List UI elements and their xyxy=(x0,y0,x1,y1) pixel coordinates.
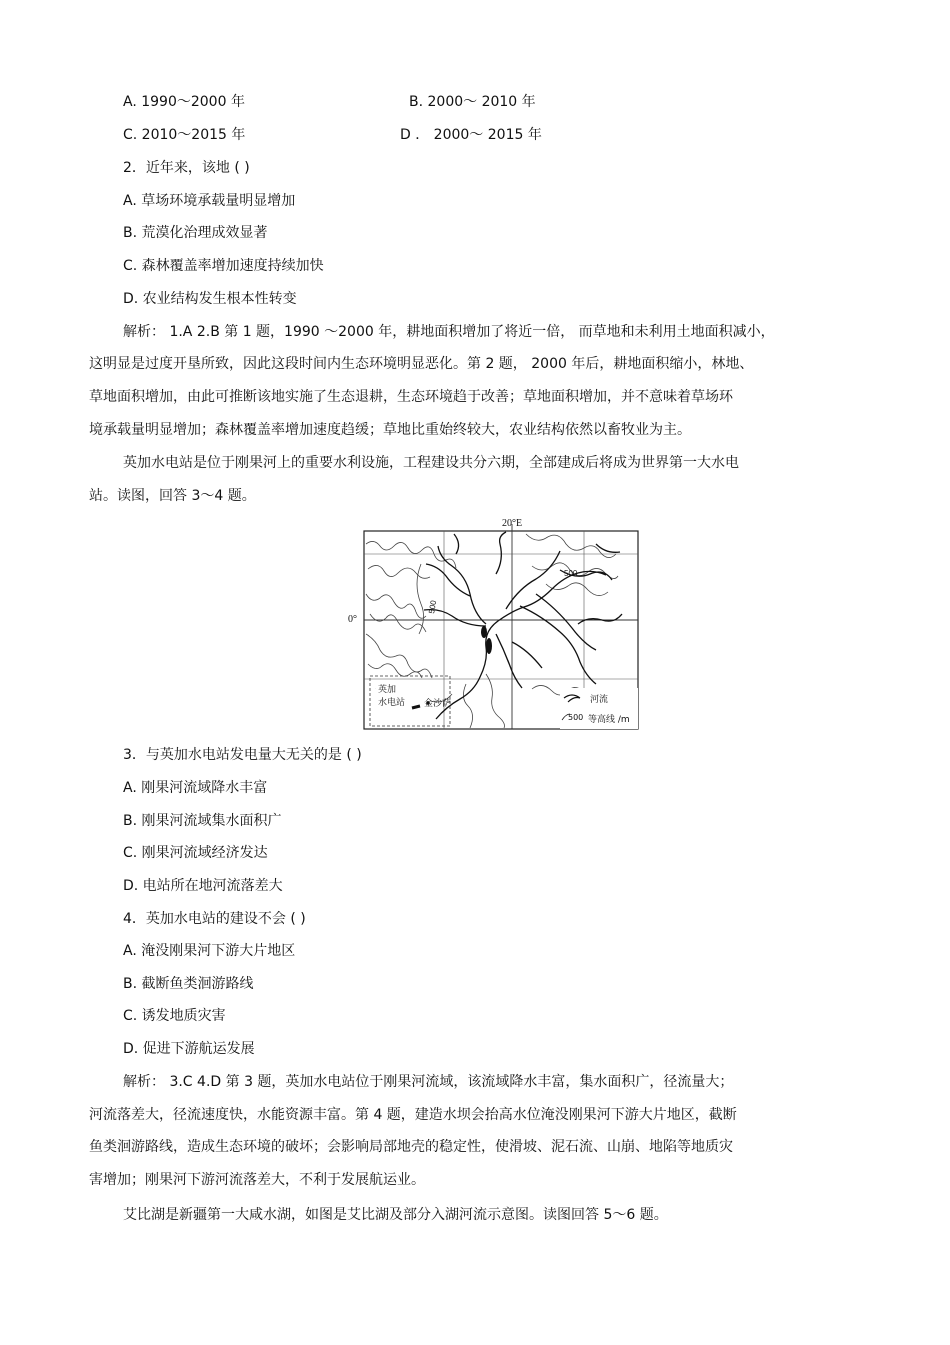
q2-stem: 2．近年来，该地 ( ) xyxy=(123,160,250,176)
q3-option-d: D. 电站所在地河流落差大 xyxy=(123,878,283,894)
analysis2-line1: 解析： 3.C 4.D 第 3 题，英加水电站位于刚果河流域，该流域降水丰富，集水面积广，径流量大； xyxy=(123,1074,734,1090)
map-legend-river-label: 河流 xyxy=(590,695,609,705)
q4-option-b: B. 截断鱼类洄游路线 xyxy=(123,976,254,992)
q4-option-a: A. 淹没刚果河下游大片地区 xyxy=(123,943,296,959)
analysis2-line3: 鱼类洄游路线，造成生态环境的破坏；会影响局部地壳的稳定性，使滑坡、泥石流、山崩、地陷等地质灾 xyxy=(89,1139,733,1155)
map-latitude-label: 0° xyxy=(348,614,357,625)
analysis1-line3: 草地面积增加，由此可推断该地实施了生态退耕，生态环境趋于改善；草地面积增加，并不意味着草场环 xyxy=(89,389,733,405)
q2-option-a: A. 草场环境承载量明显增加 xyxy=(123,193,296,209)
map-station-label-2: 水电站 xyxy=(378,698,406,708)
q2-option-d: D. 农业结构发生根本性转变 xyxy=(123,291,297,307)
map-lake-1 xyxy=(481,626,487,638)
map-station-label-1: 英加 xyxy=(378,685,397,695)
q1-option-c: C. 2010～2015 年 xyxy=(123,127,246,143)
congo-river-map xyxy=(346,514,646,732)
q3-stem: 3．与英加水电站发电量大无关的是 ( ) xyxy=(123,747,362,763)
q1-option-d: D ． 2000～ 2015 年 xyxy=(400,127,542,143)
q2-option-b: B. 荒漠化治理成效显著 xyxy=(123,225,268,241)
q4-stem: 4．英加水电站的建设不会 ( ) xyxy=(123,911,306,927)
analysis1-line2: 这明显是过度开垦所致，因此这段时间内生态环境明显恶化。第 2 题， 2000 年后，耕地面积缩小，林地、 xyxy=(89,356,754,372)
intro-3-4-line1: 英加水电站是位于刚果河上的重要水利设施，工程建设共分六期，全部建成后将成为世界第一大水电 xyxy=(123,455,739,471)
q1-option-a: A. 1990～2000 年 xyxy=(123,94,245,110)
map-station-marker xyxy=(412,706,420,708)
analysis2-line4: 害增加；刚果河下游河流落差大，不利于发展航运业。 xyxy=(89,1172,425,1188)
intro-5-6: 艾比湖是新疆第一大咸水湖，如图是艾比湖及部分入湖河流示意图。读图回答 5～6 题。 xyxy=(123,1207,668,1223)
map-lake-2 xyxy=(486,638,492,654)
map-city-label: 金沙萨 xyxy=(424,699,452,709)
map-longitude-label: 20°E xyxy=(502,518,523,529)
map-legend-contour-label: 等高线 /m xyxy=(588,715,630,725)
map-contour-label-left: 500 xyxy=(427,599,439,615)
q4-option-d: D. 促进下游航运发展 xyxy=(123,1041,255,1057)
q3-option-a: A. 刚果河流域降水丰富 xyxy=(123,780,268,796)
map-legend-contour-value: 500 xyxy=(568,713,584,722)
q1-option-b: B. 2000～ 2010 年 xyxy=(409,94,536,110)
analysis1-line4: 境承载量明显增加；森林覆盖率增加速度趋缓；草地比重始终较大，农业结构依然以畜牧业为主。 xyxy=(89,422,691,438)
q2-option-c: C. 森林覆盖率增加速度持续加快 xyxy=(123,258,324,274)
analysis1-line1: 解析： 1.A 2.B 第 1 题，1990 ～2000 年，耕地面积增加了将近一倍， 而草地和未利用土地面积减小， xyxy=(123,324,775,340)
q3-option-c: C. 刚果河流域经济发达 xyxy=(123,845,268,861)
map-contour-label-top: 500 xyxy=(564,569,578,578)
q3-option-b: B. 刚果河流域集水面积广 xyxy=(123,813,282,829)
analysis2-line2: 河流落差大，径流速度快，水能资源丰富。第 4 题，建造水坝会抬高水位淹没刚果河下游大片地区，截断 xyxy=(89,1107,737,1123)
q4-option-c: C. 诱发地质灾害 xyxy=(123,1008,226,1024)
intro-3-4-line2: 站。读图，回答 3～4 题。 xyxy=(89,488,256,504)
